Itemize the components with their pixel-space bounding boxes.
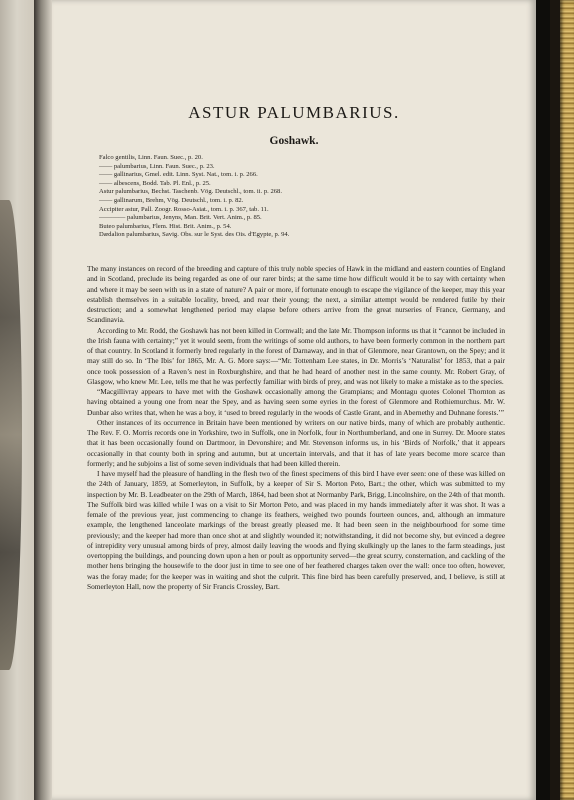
body-paragraph: “Macgillivray appears to have met with the Goshawk occasionally among the Grampians; and Montagu quotes Colonel Thornton as having obtained a young one from near the Spey, and as having seen some eyries in the forest of Glenmore and Rothiemurchus. Mr. W. Dunbar also writes that, when he was a boy, it ‘used to breed regularly in the woods of Castle Grant, and in Abernethy and Duhnane forests.’” (87, 387, 505, 417)
page-subtitle: Goshawk. (269, 135, 319, 147)
synonym-entry: Astur palumbarius, Bechst. Taschenb. Vög. Deutschl., tom. ii. p. 268. (99, 188, 282, 196)
facing-page (0, 0, 34, 800)
body-text (87, 264, 505, 592)
gilded-page-edge (560, 0, 574, 800)
page-edge-shadow (550, 0, 560, 800)
body-paragraph: I have myself had the pleasure of handling in the flesh two of the finest specimens of this bird I have ever seen: one of these was killed on the 24th of January, 1859, at Somerleyton, in Suffolk, by a keeper of Sir S. Morton Peto, Bart.; the other, which was submitted to my inspection by Mr. B. Leadbeater on the 29th of March, 1864, had been shot at Normanby Park, Brigg, Lincolnshire, on the 24th of that month. The Suffolk bird was killed while I was on a visit to Sir Morton Peto, and was placed in my hands immediately after it was shot. It was a female of the previous year, just commencing to change its feathers, weighed two pounds fourteen ounces, and, although an immature example, the lengthened lanceolate markings of the breast greatly pleased me. It had been seen in the neighbourhood for some time previously; and the keeper had more than once shot at and slightly wounded it; notwithstanding, it did not become shy, but evinced a degree of intrepidity very unusual among birds of prey, almost daily leaving the woods and flying skulkingly up the lanes to the farm steadings, just overtopping the buildings, and pouncing down upon a hen or poult as opportunity served—the great scurry, consternation, and cackling of the mother hens bringing the housewife to the door just in time to see one of her feathered charges taken over the wall: once too often, however, was the foray made; for the keeper was in waiting and shot the culprit. This fine bird has been carefully preserved, and, I believe, is still at Somerleyton Hall, now the property of Sir Francis Crossley, Bart. (87, 469, 505, 591)
body-paragraph: Other instances of its occurrence in Britain have been mentioned by writers on our native birds, many of which are probably authentic. The Rev. F. O. Morris records one in Yorkshire, two in Suffolk, one in Norfolk, four in Northumberland, and one in Surrey. Dr. Moore states that it has been occasionally found on Dartmoor, in Devonshire; and Mr. Stevenson informs us, in his ‘Birds of Norfolk,’ that it appears occasionally in that county both in spring and autumn, but at uncertain intervals, and that it has of late years become more scarce than formerly; and he subjoins a list of some seven individuals that had been killed therein. (87, 417, 505, 468)
synonym-entry: —— palumbarius, Linn. Faun. Suec., p. 23. (99, 162, 215, 170)
synonym-entry: Buteo palumbarius, Flem. Hist. Brit. Anim., p. 54. (99, 222, 232, 230)
synonymy-list (99, 154, 499, 240)
synonym-entry: ———— palumbarius, Jenyns, Man. Brit. Vert. Anim., p. 85. (99, 214, 262, 222)
book-gutter (34, 0, 52, 800)
page-title: ASTUR PALUMBARIUS. (188, 103, 400, 122)
synonym-entry: —— gallinarius, Gmel. edit. Linn. Syst. Nat., tom. i. p. 266. (99, 171, 258, 179)
synonym-entry: Dædalion palumbarius, Savig. Obs. sur le Syst. des Ois. d'Egypte, p. 94. (99, 231, 290, 239)
body-paragraph: According to Mr. Rodd, the Goshawk has not been killed in Cornwall; and the late Mr. Thompson informs us that it “cannot be included in the Irish fauna with certainty;” yet it would seem, from the writings of some old authors, to have been formerly common in the northern part of that country. In Scotland it formerly bred regularly in the forest of Darnaway, and in that of Glenmore, near Grantown, on the Spey; and it may still do so. In ‘The Ibis’ for 1865, Mr. A. G. More says:—“Mr. Tottenham Lee states, in Dr. Morris’s ‘Naturalist’ for 1853, that a pair once took possession of a Raven’s nest in Roxburghshire, and that he had heard of another nest in the same county. Mr. Robert Gray, of Glasgow, who knew Mr. Lee, tells me that he was perfectly familiar with birds of prey, and was not likely to make a mistake as to the species. (87, 325, 505, 386)
body-paragraph: The many instances on record of the breeding and capture of this truly noble species of Hawk in the midland and eastern counties of England and in Scotland, preclude its being regarded as one of our rarer birds; at the same time how difficult would it be to say with certainty when and where it may be seen with us in a state of nature? A pair or more, if fortunate enough to escape the vigilance of the keeper, may this year establish themselves in a suitable locality, breed, and rear their young; the next, a similar attempt would be rendered futile by their destruction; and a somewhat lengthened period may elapse before others arrive from the great nurseries of France, Germany, and Scandinavia. (87, 264, 505, 325)
facing-plate-illustration (0, 200, 22, 670)
synonym-entry: —— albescens, Bodd. Tab. Pl. Enl., p. 25. (99, 179, 211, 187)
book-page (52, 0, 536, 800)
synonym-entry: Accipiter astur, Pall. Zoogr. Rosso-Asiat., tom. i. p. 367, tab. 11. (99, 205, 269, 213)
synonym-entry: Falco gentilis, Linn. Faun. Suec., p. 20. (99, 154, 203, 161)
synonym-entry: —— gallinarum, Brehm, Vög. Deutschl., tom. i. p. 82. (99, 196, 244, 204)
